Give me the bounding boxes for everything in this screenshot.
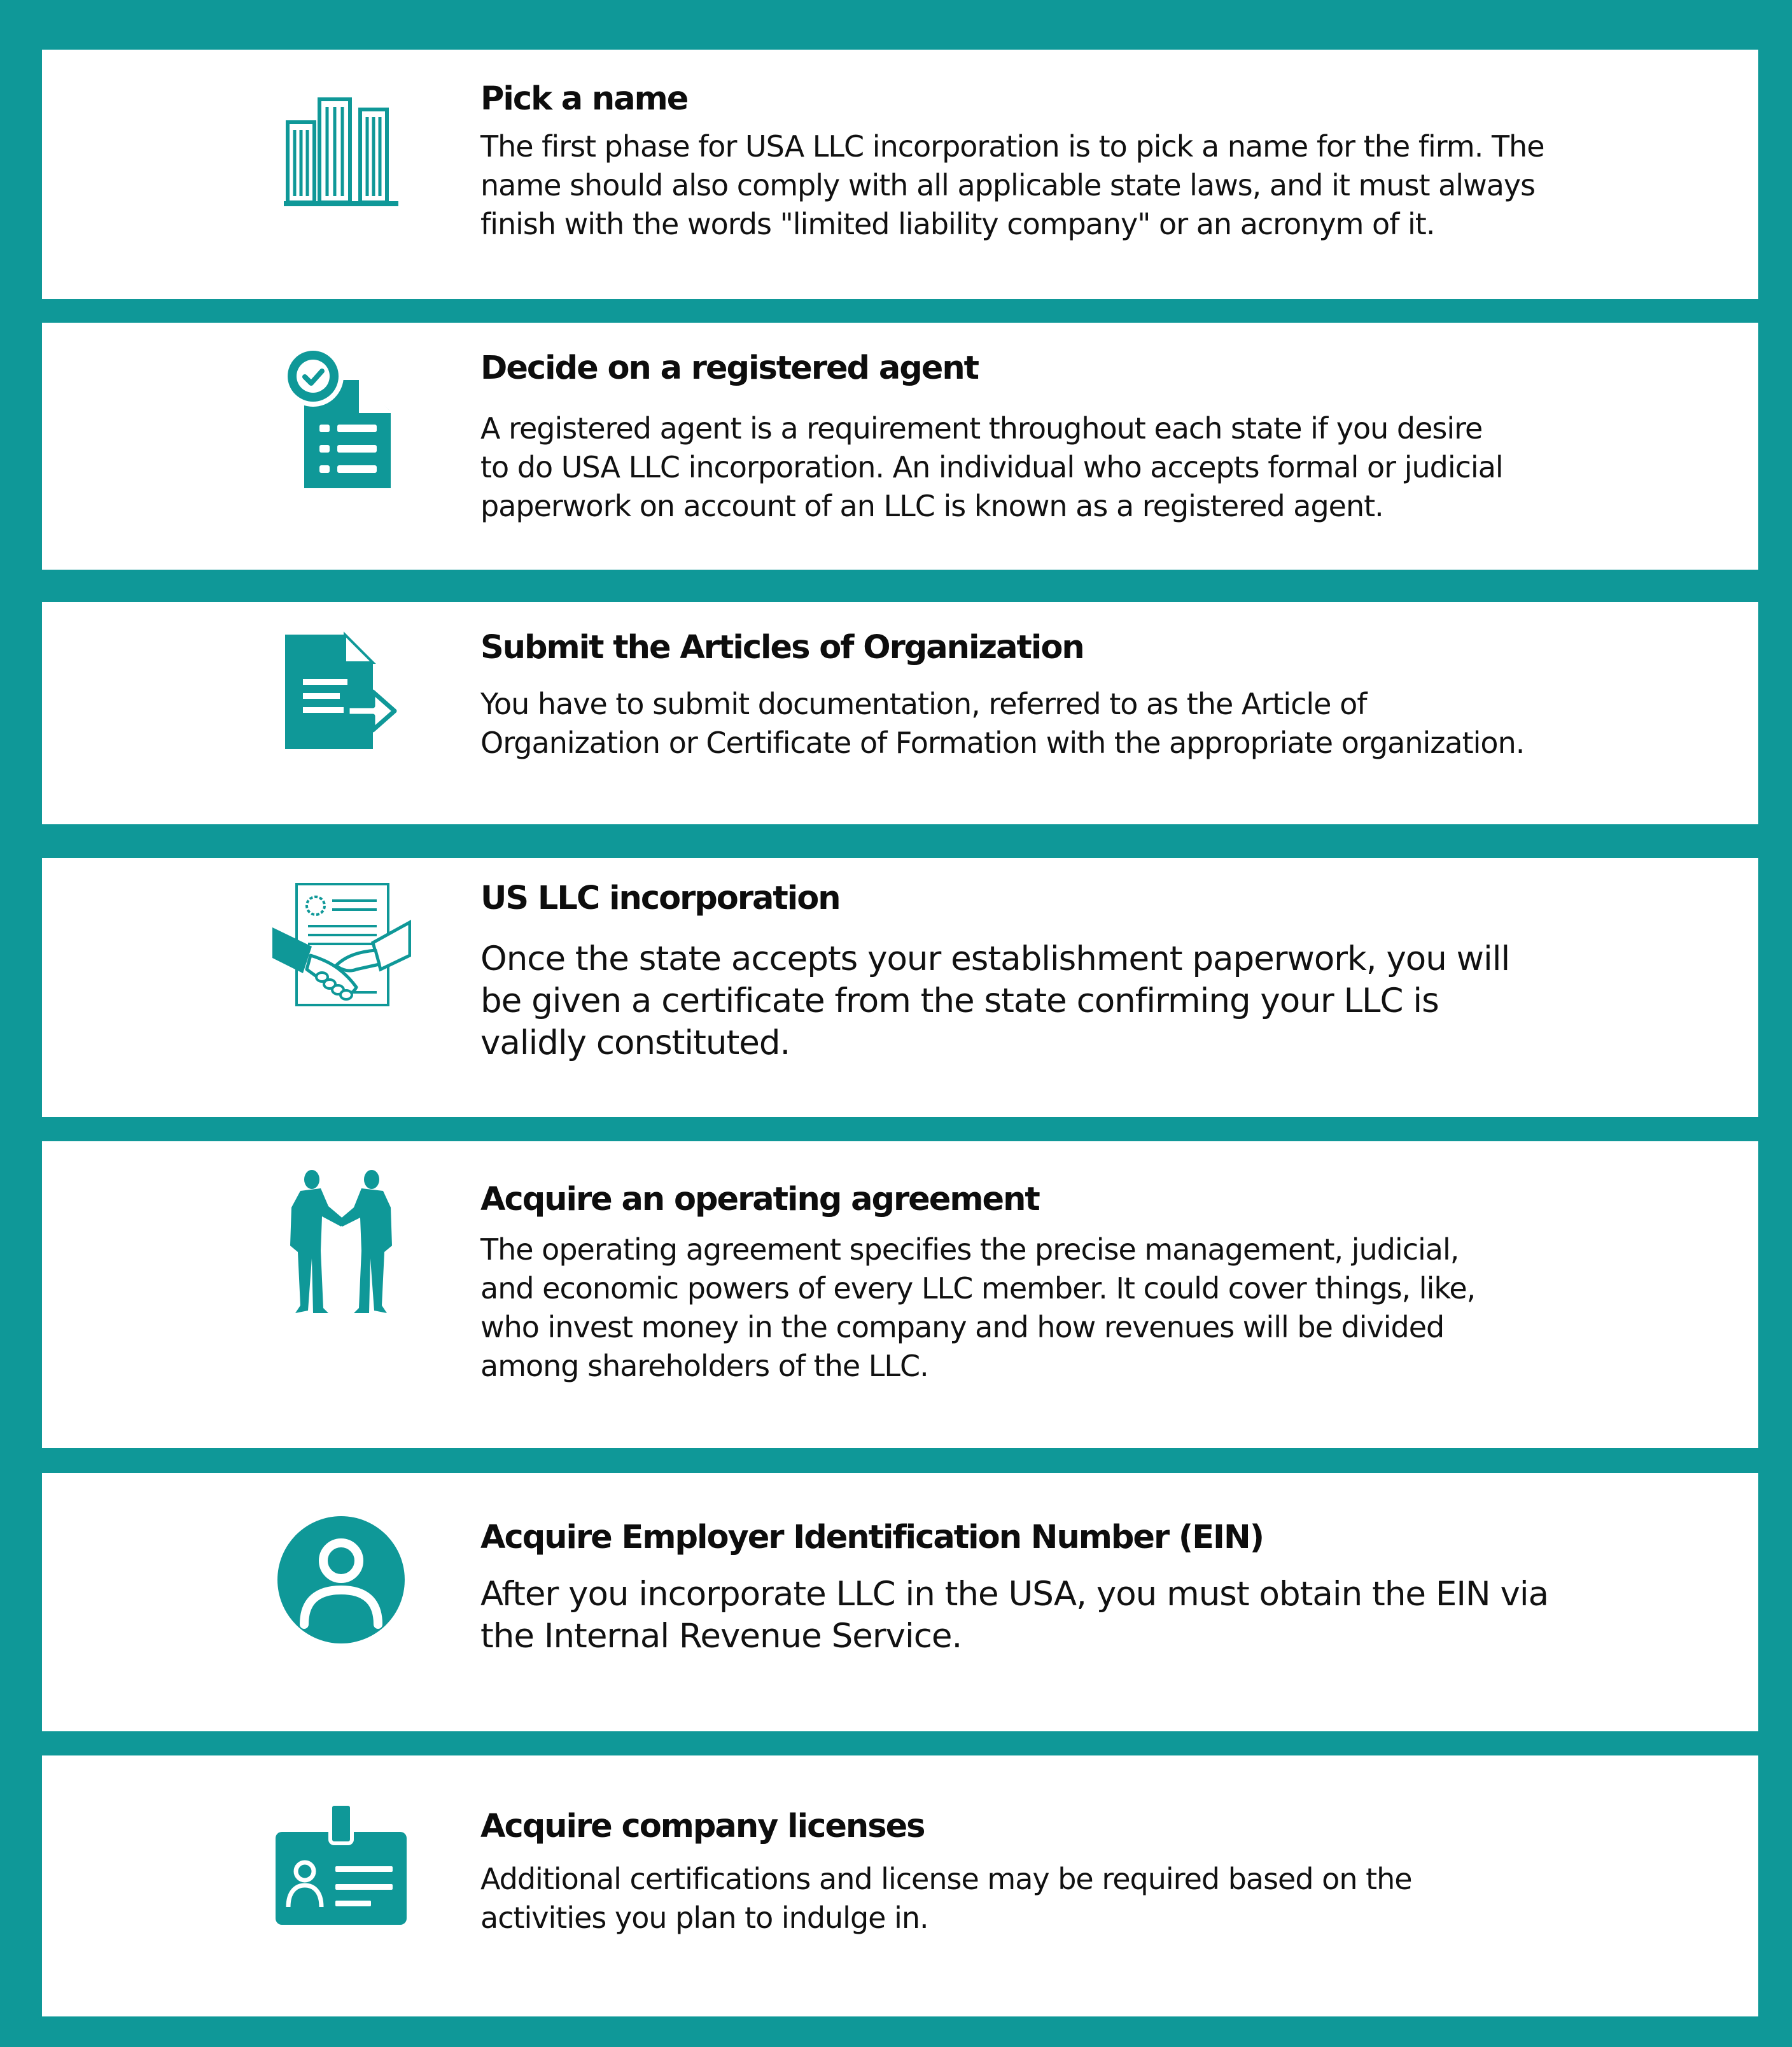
step-title: Acquire an operating agreement (480, 1181, 1039, 1218)
step-title: Submit the Articles of Organization (480, 629, 1084, 666)
step-title: Acquire Employer Identification Number (EIN) (480, 1519, 1264, 1556)
step-description: The first phase for USA LLC incorporation is to pick a name for the firm. The name should also comply with all applicable state laws, and it must always finish with the words "limited liability company" or an acronym of it. (480, 129, 1544, 241)
id-badge-icon (228, 1781, 454, 1946)
user-circle-icon (228, 1497, 454, 1663)
checklist-document-icon (228, 335, 454, 501)
step-title: Pick a name (480, 80, 688, 118)
step-card-articles-of-organization (42, 602, 1758, 824)
step-description: The operating agreement specifies the precise management, judicial, and economic powers of every LLC member. It could cover things, like, who invest money in the company and how revenues will be divided among shareholders of the LLC. (480, 1232, 1476, 1383)
step-description: You have to submit documentation, referred to as the Article of Organization or Certificate of Formation with the appropriate organization. (480, 687, 1525, 760)
step-title: Acquire company licenses (480, 1808, 925, 1845)
step-card-registered-agent (42, 323, 1758, 570)
step-card-ein (42, 1473, 1758, 1731)
step-title: US LLC incorporation (480, 880, 840, 917)
step-card-pick-a-name (42, 50, 1758, 299)
document-submit-icon (228, 608, 454, 774)
business-handshake-icon (228, 1160, 454, 1326)
buildings-icon (228, 69, 454, 234)
step-description: A registered agent is a requirement throughout each state if you desire to do USA LLC incorporation. An individual who accepts formal or judicial paperwork on account of an LLC is known as a registered agent. (480, 411, 1503, 523)
step-description: Additional certifications and license may be required based on the activities you plan to indulge in. (480, 1862, 1412, 1935)
step-card-operating-agreement (42, 1141, 1758, 1448)
step-card-company-licenses (42, 1755, 1758, 2016)
step-description: Once the state accepts your establishment paperwork, you will be given a certificate from the state confirming your LLC is validly constituted. (480, 939, 1510, 1062)
contract-handshake-icon (228, 864, 454, 1030)
step-title: Decide on a registered agent (480, 349, 979, 387)
step-card-us-llc-incorporation (42, 858, 1758, 1117)
step-description: After you incorporate LLC in the USA, you must obtain the EIN via the Internal Revenue Service. (480, 1575, 1549, 1656)
